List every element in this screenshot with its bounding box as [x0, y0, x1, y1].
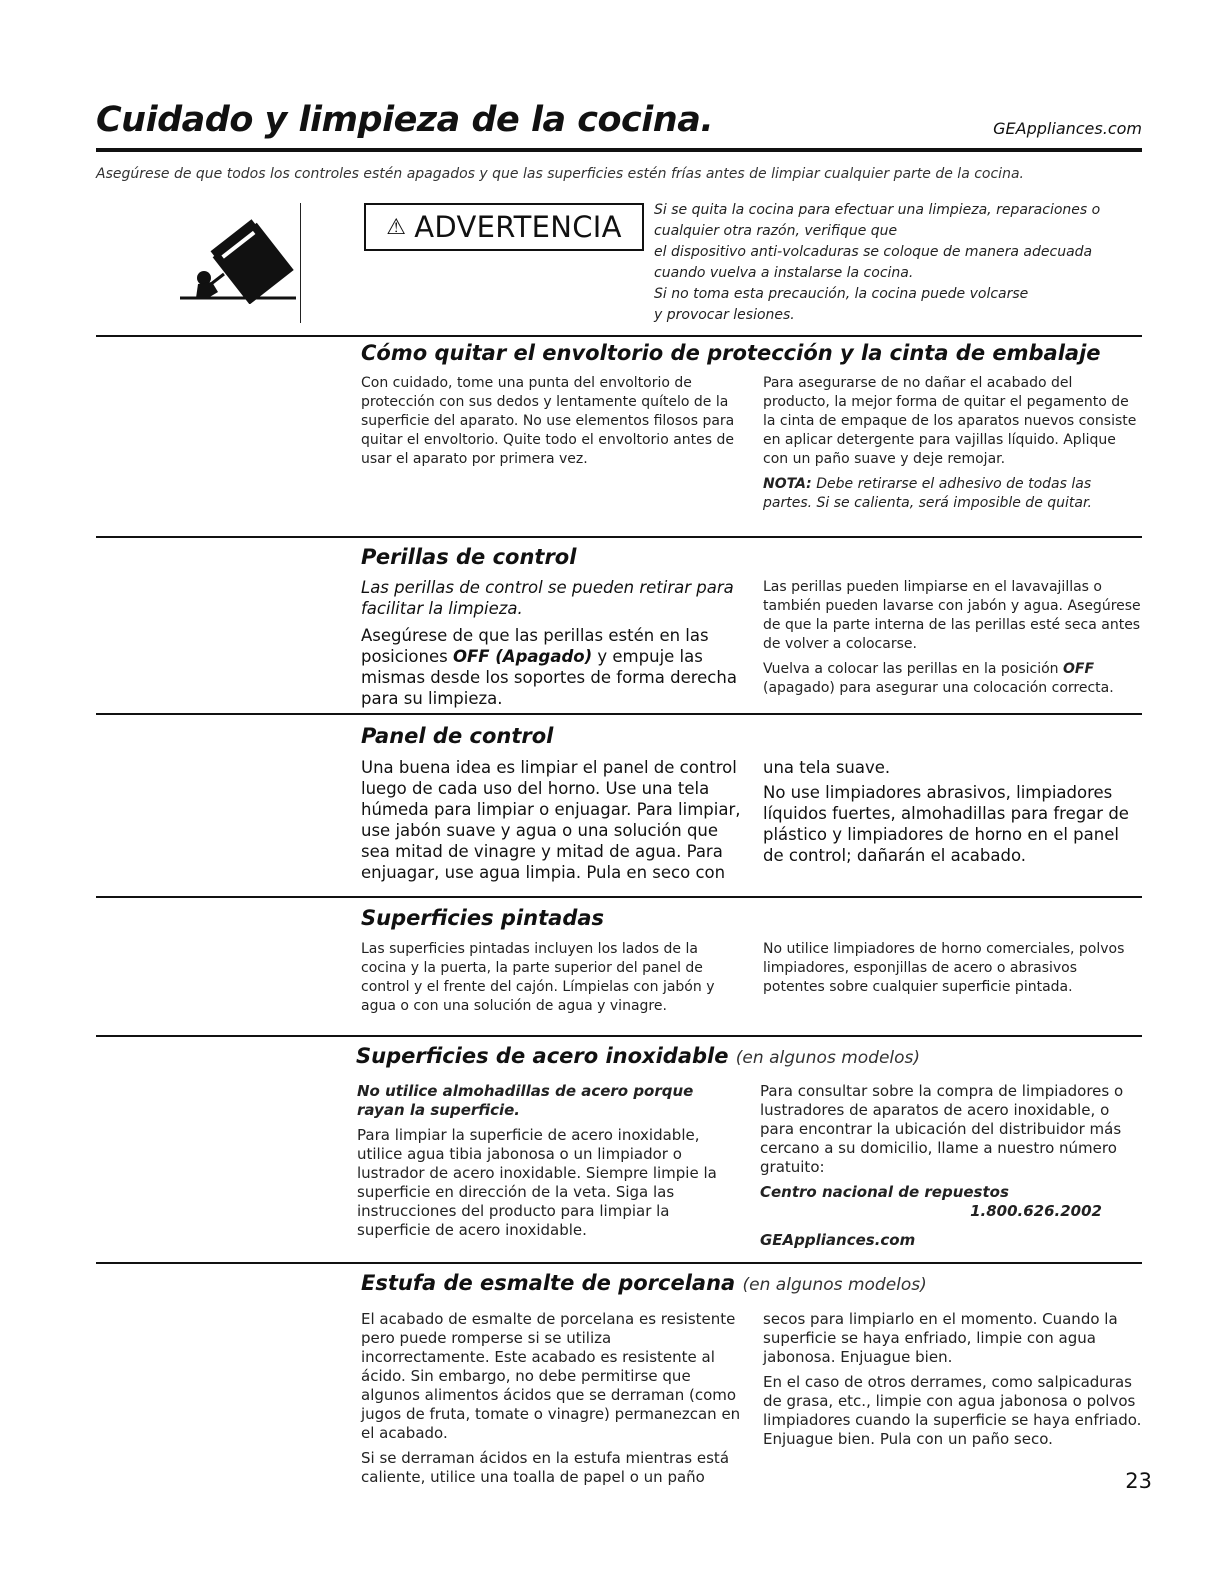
warning-line: Si se quita la cocina para efectuar una limpieza, reparaciones o: [654, 202, 1101, 218]
porcelain-right-text: secos para limpiarlo en el momento. Cuando la superficie se haya enfriado, limpie con agua jabonosa. Enjuague bien. En el caso de otros derrames, como salpicaduras de grasa, etc., limpie con agua jabonosa o polvos limpiadores cuando la superficie se haya enfriado. Enjuague bien. Pula con un paño seco.: [763, 1310, 1142, 1448]
warning-line: cuando vuelva a instalarse la cocina.: [654, 265, 914, 281]
warning-divider: [300, 203, 301, 323]
section-divider: [96, 335, 1142, 337]
knobs-right-text: Las perillas pueden limpiarse en el lavavajillas o también pueden lavarse con jabón y agua. Asegúrese de que la parte interna de las perillas esté seca antes de volver a colocarse. Vuelva a colocar las perillas en la posición OFF (apagado) para asegurar una colocación correcta.: [763, 579, 1141, 696]
section-title-steel: Superficies de acero inoxidable (en algunos modelos): [356, 1044, 921, 1068]
warning-label: [364, 203, 644, 251]
warning-line: el dispositivo anti-volcaduras se coloque de manera adecuada: [654, 244, 1093, 260]
warning-triangle-icon: ⚠: [386, 214, 407, 240]
header-rule: [96, 148, 1142, 152]
section-divider: [96, 896, 1142, 898]
steel-site-url: GEAppliances.com: [760, 1231, 916, 1249]
steel-left-text: No utilice almohadillas de acero porque rayan la superficie. Para limpiar la superficie de acero inoxidable, utilice agua tibia jabonosa o un limpiador o lustrador de acero inoxidable. Siempre limpie la superficie en dirección de la veta. Siga las instrucciones del producto para limpiar la superficie de acero inoxidable.: [357, 1082, 717, 1239]
wrap-right-text: Para asegurarse de no dañar el acabado del producto, la mejor forma de quitar el pegamento de la cinta de empaque de los aparatos nuevos consiste en aplicar detergente para vajillas líquido. Aplique con un paño suave y deje remojar. NOTA: Debe retirarse el adhesivo de todas las partes. Si se calienta, será imposible de quitar.: [763, 374, 1143, 519]
section-title-wrap: Cómo quitar el envoltorio de protección y la cinta de embalaje: [361, 341, 1101, 365]
painted-left-text: Las superficies pintadas incluyen los lados de la cocina y la puerta, la parte superior del panel de control y el frente del cajón. Límpielas con jabón y agua o con una solución de agua y vinagre.: [361, 941, 715, 1014]
section-title-porcelain: Estufa de esmalte de porcelana (en algunos modelos): [361, 1271, 927, 1295]
wrap-left-text: Con cuidado, tome una punta del envoltorio de protección con sus dedos y lentamente quítelo de la superficie del aparato. No use elementos filosos para quitar el envoltorio. Quite todo el envoltorio antes de usar el aparato por primera vez.: [361, 375, 735, 467]
warning-label-text: ADVERTENCIA: [414, 210, 622, 244]
knobs-left-text: Las perillas de control se pueden retirar para facilitar la limpieza. Asegúrese de que las perillas estén en las posiciones OFF (Apagado) y empuje las mismas desde los soportes de forma derecha para su limpieza.: [361, 578, 737, 708]
warning-text: [654, 200, 1114, 326]
section-divider: [96, 536, 1142, 538]
porcelain-left-text: El acabado de esmalte de porcelana es resistente pero puede romperse si se utiliza incorrectamente. Este acabado es resistente al ácido. Sin embargo, no debe permitirse que algunos alimentos ácidos que se derraman (como jugos de fruta, tomate o vinagre) permanezcan en el acabado. Si se derraman ácidos en la estufa mientras está caliente, utilice una toalla de papel o un paño: [361, 1310, 741, 1486]
wrap-note: NOTA: Debe retirarse el adhesivo de todas las partes. Si se calienta, será imposible de quitar.: [763, 476, 1092, 511]
steel-right-text: Para consultar sobre la compra de limpiadores o lustradores de aparatos de acero inoxidable, o para encontrar la ubicación del distribuidor más cercano a su domicilio, llame a nuestro número gratuito: Centro nacional de repuestos 1.800.626.2002 GEAppliances.com: [760, 1082, 1140, 1256]
section-divider: [96, 1035, 1142, 1037]
site-url: GEAppliances.com: [993, 119, 1142, 138]
warning-line: Si no toma esta precaución, la cocina puede volcarse: [654, 286, 1029, 302]
warning-line: cualquier otra razón, verifique que: [654, 223, 898, 239]
panel-right-text: una tela suave. No use limpiadores abrasivos, limpiadores líquidos fuertes, almohadillas para fregar de plástico y limpiadores de horno en el panel de control; dañarán el acabado.: [763, 758, 1129, 865]
panel-left-text: Una buena idea es limpiar el panel de control luego de cada uso del horno. Use una tela húmeda para limpiar o enjuagar. Para limpiar, use jabón suave y agua o una solución que sea mitad de vinagre y mitad de agua. Para enjuagar, use agua limpia. Pula en seco con: [361, 758, 741, 882]
tipping-range-icon: [178, 212, 298, 304]
intro-text: Asegúrese de que todos los controles estén apagados y que las superficies estén frías antes de limpiar cualquier parte de la cocina.: [96, 166, 1024, 182]
phone-number: 1.800.626.2002: [970, 1202, 1102, 1220]
section-title-painted: Superficies pintadas: [361, 906, 605, 930]
page-number: 23: [1125, 1469, 1152, 1493]
painted-right-text: No utilice limpiadores de horno comerciales, polvos limpiadores, esponjillas de acero o abrasivos potentes sobre cualquier superficie pintada.: [763, 941, 1125, 995]
page-title: Cuidado y limpieza de la cocina.: [96, 100, 714, 140]
warning-line: y provocar lesiones.: [654, 307, 795, 323]
section-divider: [96, 1262, 1142, 1264]
section-title-knobs: Perillas de control: [361, 545, 577, 569]
section-title-panel: Panel de control: [361, 724, 554, 748]
section-divider: [96, 713, 1142, 715]
